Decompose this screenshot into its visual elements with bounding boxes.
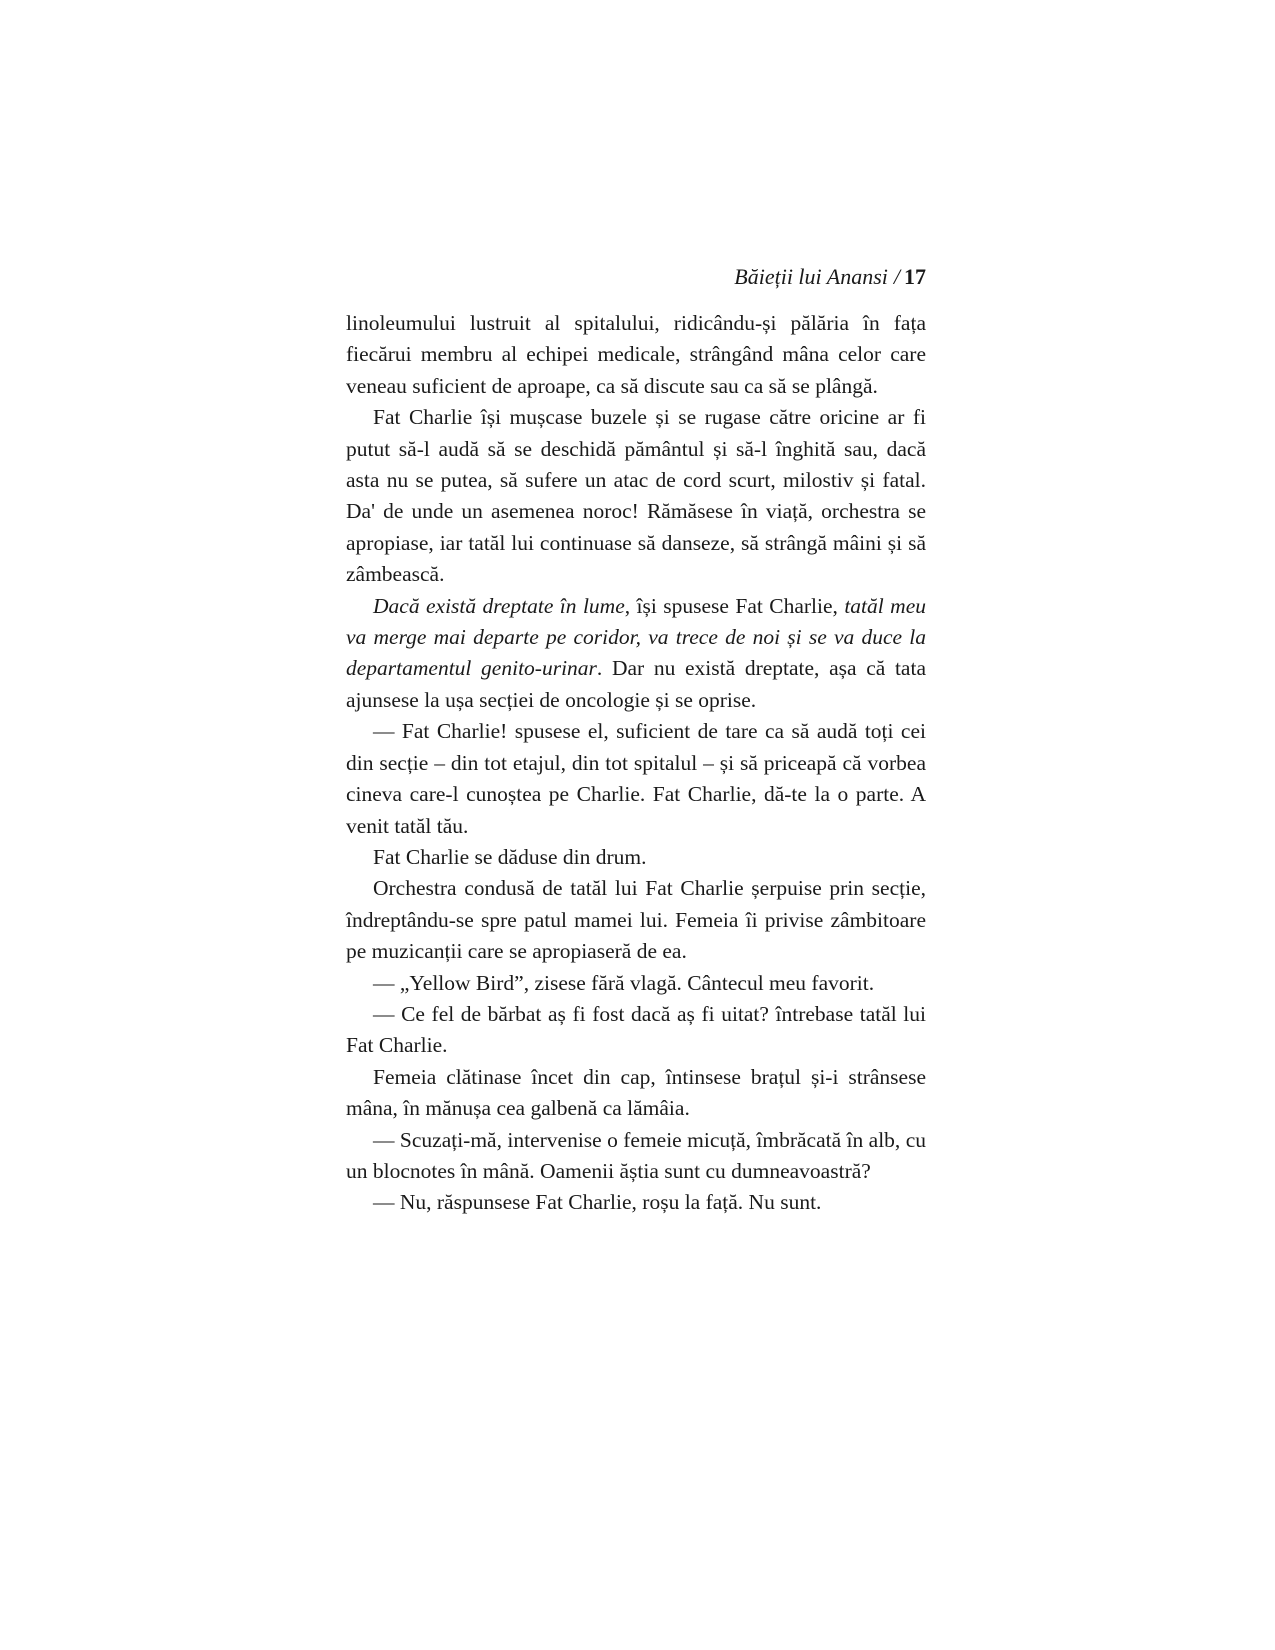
paragraph-5: Fat Charlie se dăduse din drum. — [373, 844, 647, 869]
paragraph-3-italic-1: Dacă există dreptate în lume — [373, 593, 625, 618]
body-text — [346, 308, 926, 1219]
paragraph-3-roman-1: , își spusese Fat Charlie, — [624, 593, 845, 618]
paragraph-2: Fat Charlie își mușcase buzele și se rugase către oricine ar fi putut să-l audă să se deschidă pământul și să-l înghită sau, dacă asta nu se putea, să sufere un atac de cord scurt, milostiv și fatal. Da' de unde un asemenea noroc! Rămăsese în viață, orchestra se apropiase, iar tatăl lui continuase să danseze, să strângă mâini și să zâmbească. — [346, 405, 926, 587]
paragraph-3-roman-2: . Dar nu există dreptate, așa că tata ajunsese la ușa secției de oncologie și se oprise. — [346, 656, 926, 712]
paragraph-7: — „Yellow Bird”, zisese fără vlagă. Cântecul meu favorit. — [373, 970, 875, 995]
paragraph-3-italic-2: tatăl meu va merge mai departe pe coridor, va trece de noi și se va duce la departamentul genito-urinar — [346, 593, 926, 681]
paragraph-4: — Fat Charlie! spusese el, suficient de tare ca să audă toți cei din secție – din tot etajul, din tot spitalul – și să priceapă că vorbea cineva care-l cunoștea pe Charlie. Fat Charlie, dă-te la o parte. A venit tatăl tău. — [346, 719, 926, 838]
header-separator: / — [893, 264, 900, 289]
paragraph-1: linoleumului lustruit al spitalului, ridicându-și pălăria în fața fiecărui membru al echipei medicale, strângând mâna celor care veneau suficient de aproape, ca să discute sau ca să se plângă. — [346, 311, 926, 398]
paragraph-3 — [346, 591, 926, 717]
paragraph-6: Orchestra condusă de tatăl lui Fat Charlie șerpuise prin secție, îndreptându-se spre patul mamei lui. Femeia îi privise zâmbitoare pe muzicanții care se apropiaseră de ea. — [346, 876, 926, 964]
paragraph-9: Femeia clătinase încet din cap, întinsese brațul și-i strânsese mâna, în mănușa cea galbenă ca lămâia. — [346, 1064, 926, 1121]
paragraph-11: — Nu, răspunsese Fat Charlie, roșu la față. Nu sunt. — [373, 1190, 822, 1215]
paragraph-10: — Scuzați-mă, intervenise o femeie micuță, îmbrăcată în alb, cu un blocnotes în mână. Oamenii ăștia sunt cu dumneavoastră? — [346, 1127, 926, 1183]
running-header — [346, 262, 926, 296]
page-number: 17 — [904, 264, 926, 289]
paragraph-8: — Ce fel de bărbat aș fi fost dacă aș fi uitat? întrebase tatăl lui Fat Charlie. — [346, 1001, 926, 1058]
book-title: Băieții lui Anansi — [734, 264, 888, 289]
book-page — [346, 262, 926, 1219]
